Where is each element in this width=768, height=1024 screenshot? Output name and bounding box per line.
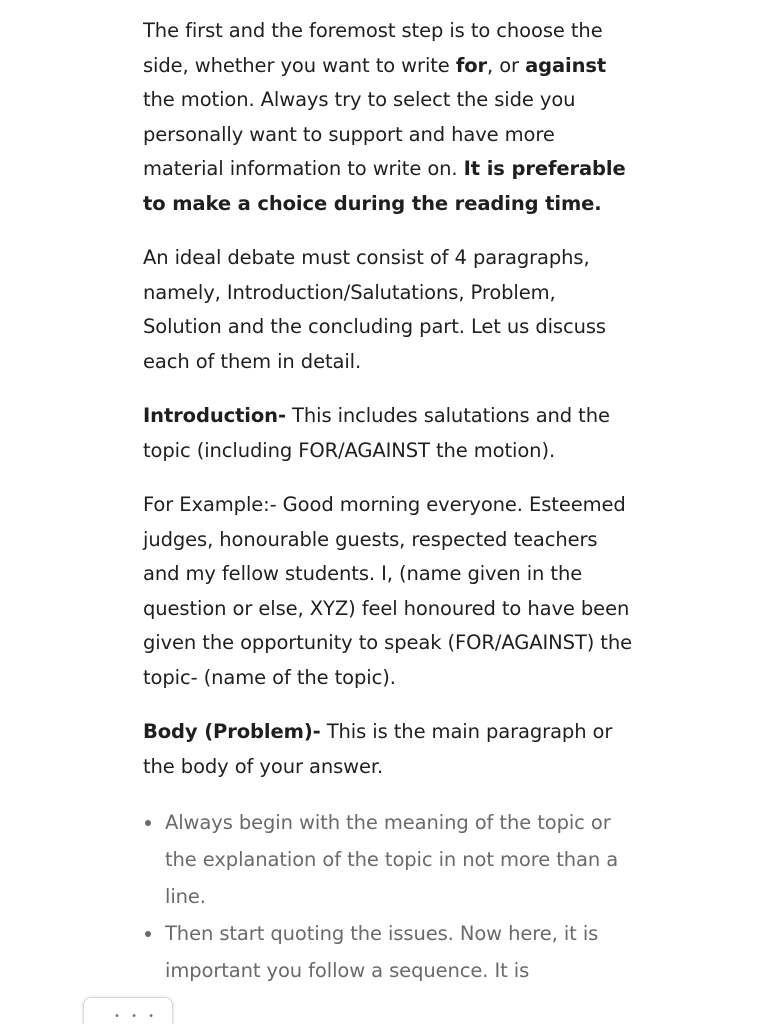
- paragraph-text: This includes salutations and the topic (including FOR/AGAINST the motion).: [143, 404, 610, 462]
- paragraph-text: This is the main paragraph or the body of your answer.: [143, 720, 613, 778]
- bold-reading-time: It is preferable to make a choice during the reading time.: [143, 157, 626, 215]
- paragraph-example: For Example:- Good morning everyone. Esteemed judges, honourable guests, respected teachers and my fellow students. I, (name given in the question or else, XYZ) feel honoured to have been given the opportunity to speak (FOR/AGAINST) the topic- (name of the topic).: [143, 493, 633, 689]
- bold-against: against: [525, 53, 607, 77]
- list-item-text: Then start quoting the issues. Now here, it is important you follow a sequence. It is: [165, 922, 599, 982]
- heading-body-problem: Body (Problem)-: [143, 720, 321, 743]
- bullet-dot-icon: [145, 931, 151, 937]
- paragraph-text: , or: [487, 53, 526, 77]
- bullet-list: [143, 804, 633, 989]
- article-content: [143, 14, 633, 989]
- paragraph-ideal-debate: An ideal debate must consist of 4 paragraphs, namely, Introduction/Salutations, Problem, Solution and the concluding part. Let us discuss each of them in detail.: [143, 246, 606, 373]
- paragraph-text: The first and the foremost step is to choose the side, whether you want to write: [143, 19, 603, 77]
- list-item: [143, 804, 633, 915]
- bold-for: for: [455, 53, 488, 77]
- paragraph-body-problem: [143, 715, 633, 784]
- list-item-text: Always begin with the meaning of the topic or the explanation of the topic in not more than a line.: [165, 811, 619, 908]
- bullet-dot-icon: [145, 820, 151, 826]
- more-dots-icon: • • •: [114, 1011, 159, 1022]
- paragraph-text: the motion. Always try to select the side you personally want to support and have more material information to write on.: [143, 88, 576, 180]
- heading-introduction: Introduction-: [143, 404, 286, 427]
- floating-share-widget[interactable]: [83, 997, 173, 1024]
- paragraph-choose-side: [143, 14, 633, 221]
- paragraph-introduction: [143, 399, 633, 468]
- list-item: [143, 915, 633, 989]
